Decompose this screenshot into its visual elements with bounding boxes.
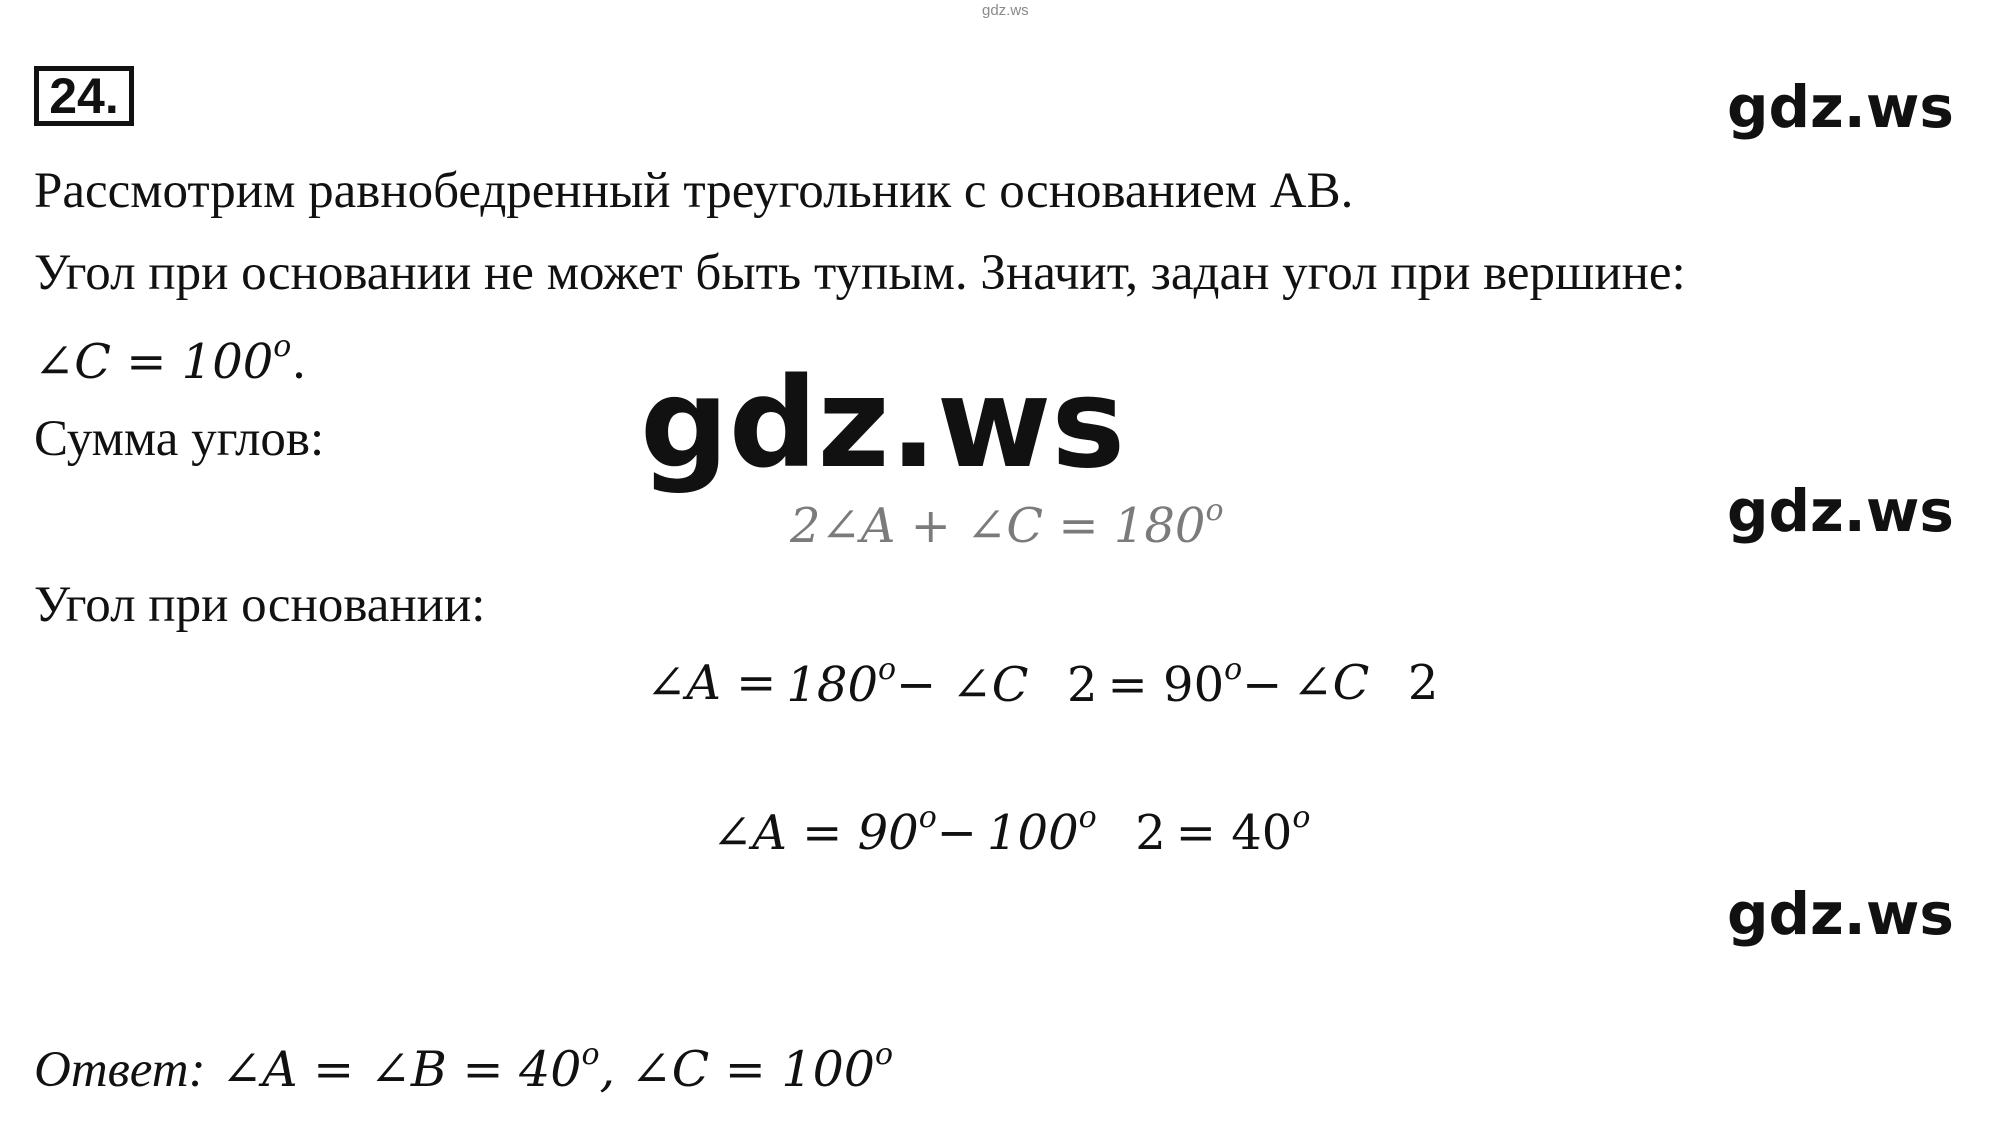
sum-equation-expr: 2∠A + ∠C = 180 [790,498,1206,554]
degree-sup: o [1224,652,1243,687]
equation-2 [712,800,1310,861]
answer-expr-2: , ∠C = 100 [599,1041,875,1098]
eq1-minus: − [1242,657,1283,713]
eq2-rhs-value: = 40 [1175,805,1293,861]
answer-label: Ответ: [34,1042,206,1098]
text-line-4: Сумма углов: [34,411,325,467]
text-line-5: Угол при основании: [34,577,486,633]
given-angle-period: . [291,334,307,390]
eq2-frac-num-value: 100 [986,804,1079,861]
answer-line [34,1037,893,1098]
eq1-frac2-numerator: ∠C [1292,654,1370,711]
degree-sup: o [918,800,937,835]
watermark-side-1: gdz.ws [1727,73,1954,141]
header-watermark: gdz.ws [982,2,1029,19]
degree-sup: o [1292,800,1311,835]
degree-sup: o [874,1037,893,1072]
sum-equation [790,493,1224,554]
eq1-fraction-2 [1288,655,1442,711]
watermark-center: gdz.ws [640,352,1126,496]
watermark-side-2: gdz.ws [1727,477,1954,545]
text-line-1: Рассмотрим равнобедренный треугольник с основанием AB. [34,163,1354,219]
problem-number: 24. [34,66,134,126]
degree-sup: o [1078,799,1097,835]
eq2-lhs [712,800,977,861]
degree-sup: o [1205,493,1224,528]
eq1-frac1-numerator [782,653,1032,712]
degree-sup: o [273,329,292,364]
eq1-frac2-denominator: 2 [1407,654,1439,711]
eq2-rhs [1176,800,1311,861]
eq2-lhs-value: ∠A = 90 [712,805,919,861]
degree-sup: o [581,1037,600,1072]
eq1-frac1-denominator: 2 [1067,656,1098,713]
given-angle-expr: ∠C = 100 [34,334,274,390]
eq2-frac-numerator [983,801,1101,860]
eq1-fraction-1 [782,653,1101,713]
eq2-fraction [983,801,1170,861]
degree-sup: o [877,651,897,687]
given-angle [34,329,307,390]
eq1-frac1-num-rest: − ∠C [896,656,1029,713]
watermark-side-3: gdz.ws [1727,880,1954,948]
eq1-frac1-num-value: 180 [786,656,878,713]
eq2-frac-denominator: 2 [1135,804,1166,861]
answer-expr-1: ∠A = ∠B = 40 [205,1041,582,1098]
eq1-mid-value: = 90 [1107,657,1225,713]
equation-1 [646,652,1448,713]
eq1-mid [1108,652,1283,713]
text-line-2: Угол при основании не может быть тупым. Значит, задан угол при вершине: [34,245,1686,301]
eq1-lhs: ∠A = [646,654,777,711]
eq2-minus: − [936,805,977,861]
